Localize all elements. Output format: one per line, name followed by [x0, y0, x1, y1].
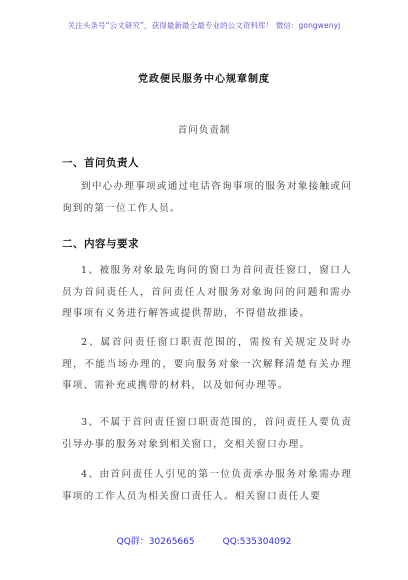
section-2-paragraph-3: 3、不属于首问责任窗口职责范围的，首问责任人要负责引导办事的服务对象到相关窗口，交相关窗口办理。: [62, 417, 352, 450]
footer-contact: [0, 534, 408, 547]
qq-group-number: QQ群：30265665: [116, 537, 195, 547]
qq-number: QQ:535304092: [222, 537, 292, 547]
document-subtitle: 首问负责制: [177, 125, 231, 136]
section-heading-2: 二、内容与要求: [62, 238, 139, 250]
section-heading-1: 一、首问负责人: [62, 157, 139, 169]
section-2-paragraph-2: 2、属首问责任窗口职责范围的，需按有关规定及时办理，不能当场办理的，要向服务对象一次解释清楚有关办理事项、需补充或携带的材料，以及如何办理等。: [62, 337, 352, 391]
section-2-paragraph-4: 4、由首问责任人引见的第一位负责承办服务对象需办理事项的工作人员为相关窗口责任人。相关窗口责任人要: [62, 469, 352, 502]
section-1-paragraph: 到中心办理事项或通过电话咨询事项的服务对象接触或问询到的第一位工作人员。: [62, 181, 352, 214]
promo-banner: 关注头条号“公文研究”，获得最新最全最专业的公文资料库！ 微信：gongwenyj: [67, 21, 341, 30]
section-2-paragraph-1: 1、被服务对象最先询问的窗口为首问责任窗口，窗口人员为首问责任人，首问责任人对服务对象询问的问题和需办理事项有义务进行解答或提供帮助，不得借故推诿。: [62, 265, 352, 319]
document-title: 党政便民服务中心规章制度: [138, 74, 270, 85]
